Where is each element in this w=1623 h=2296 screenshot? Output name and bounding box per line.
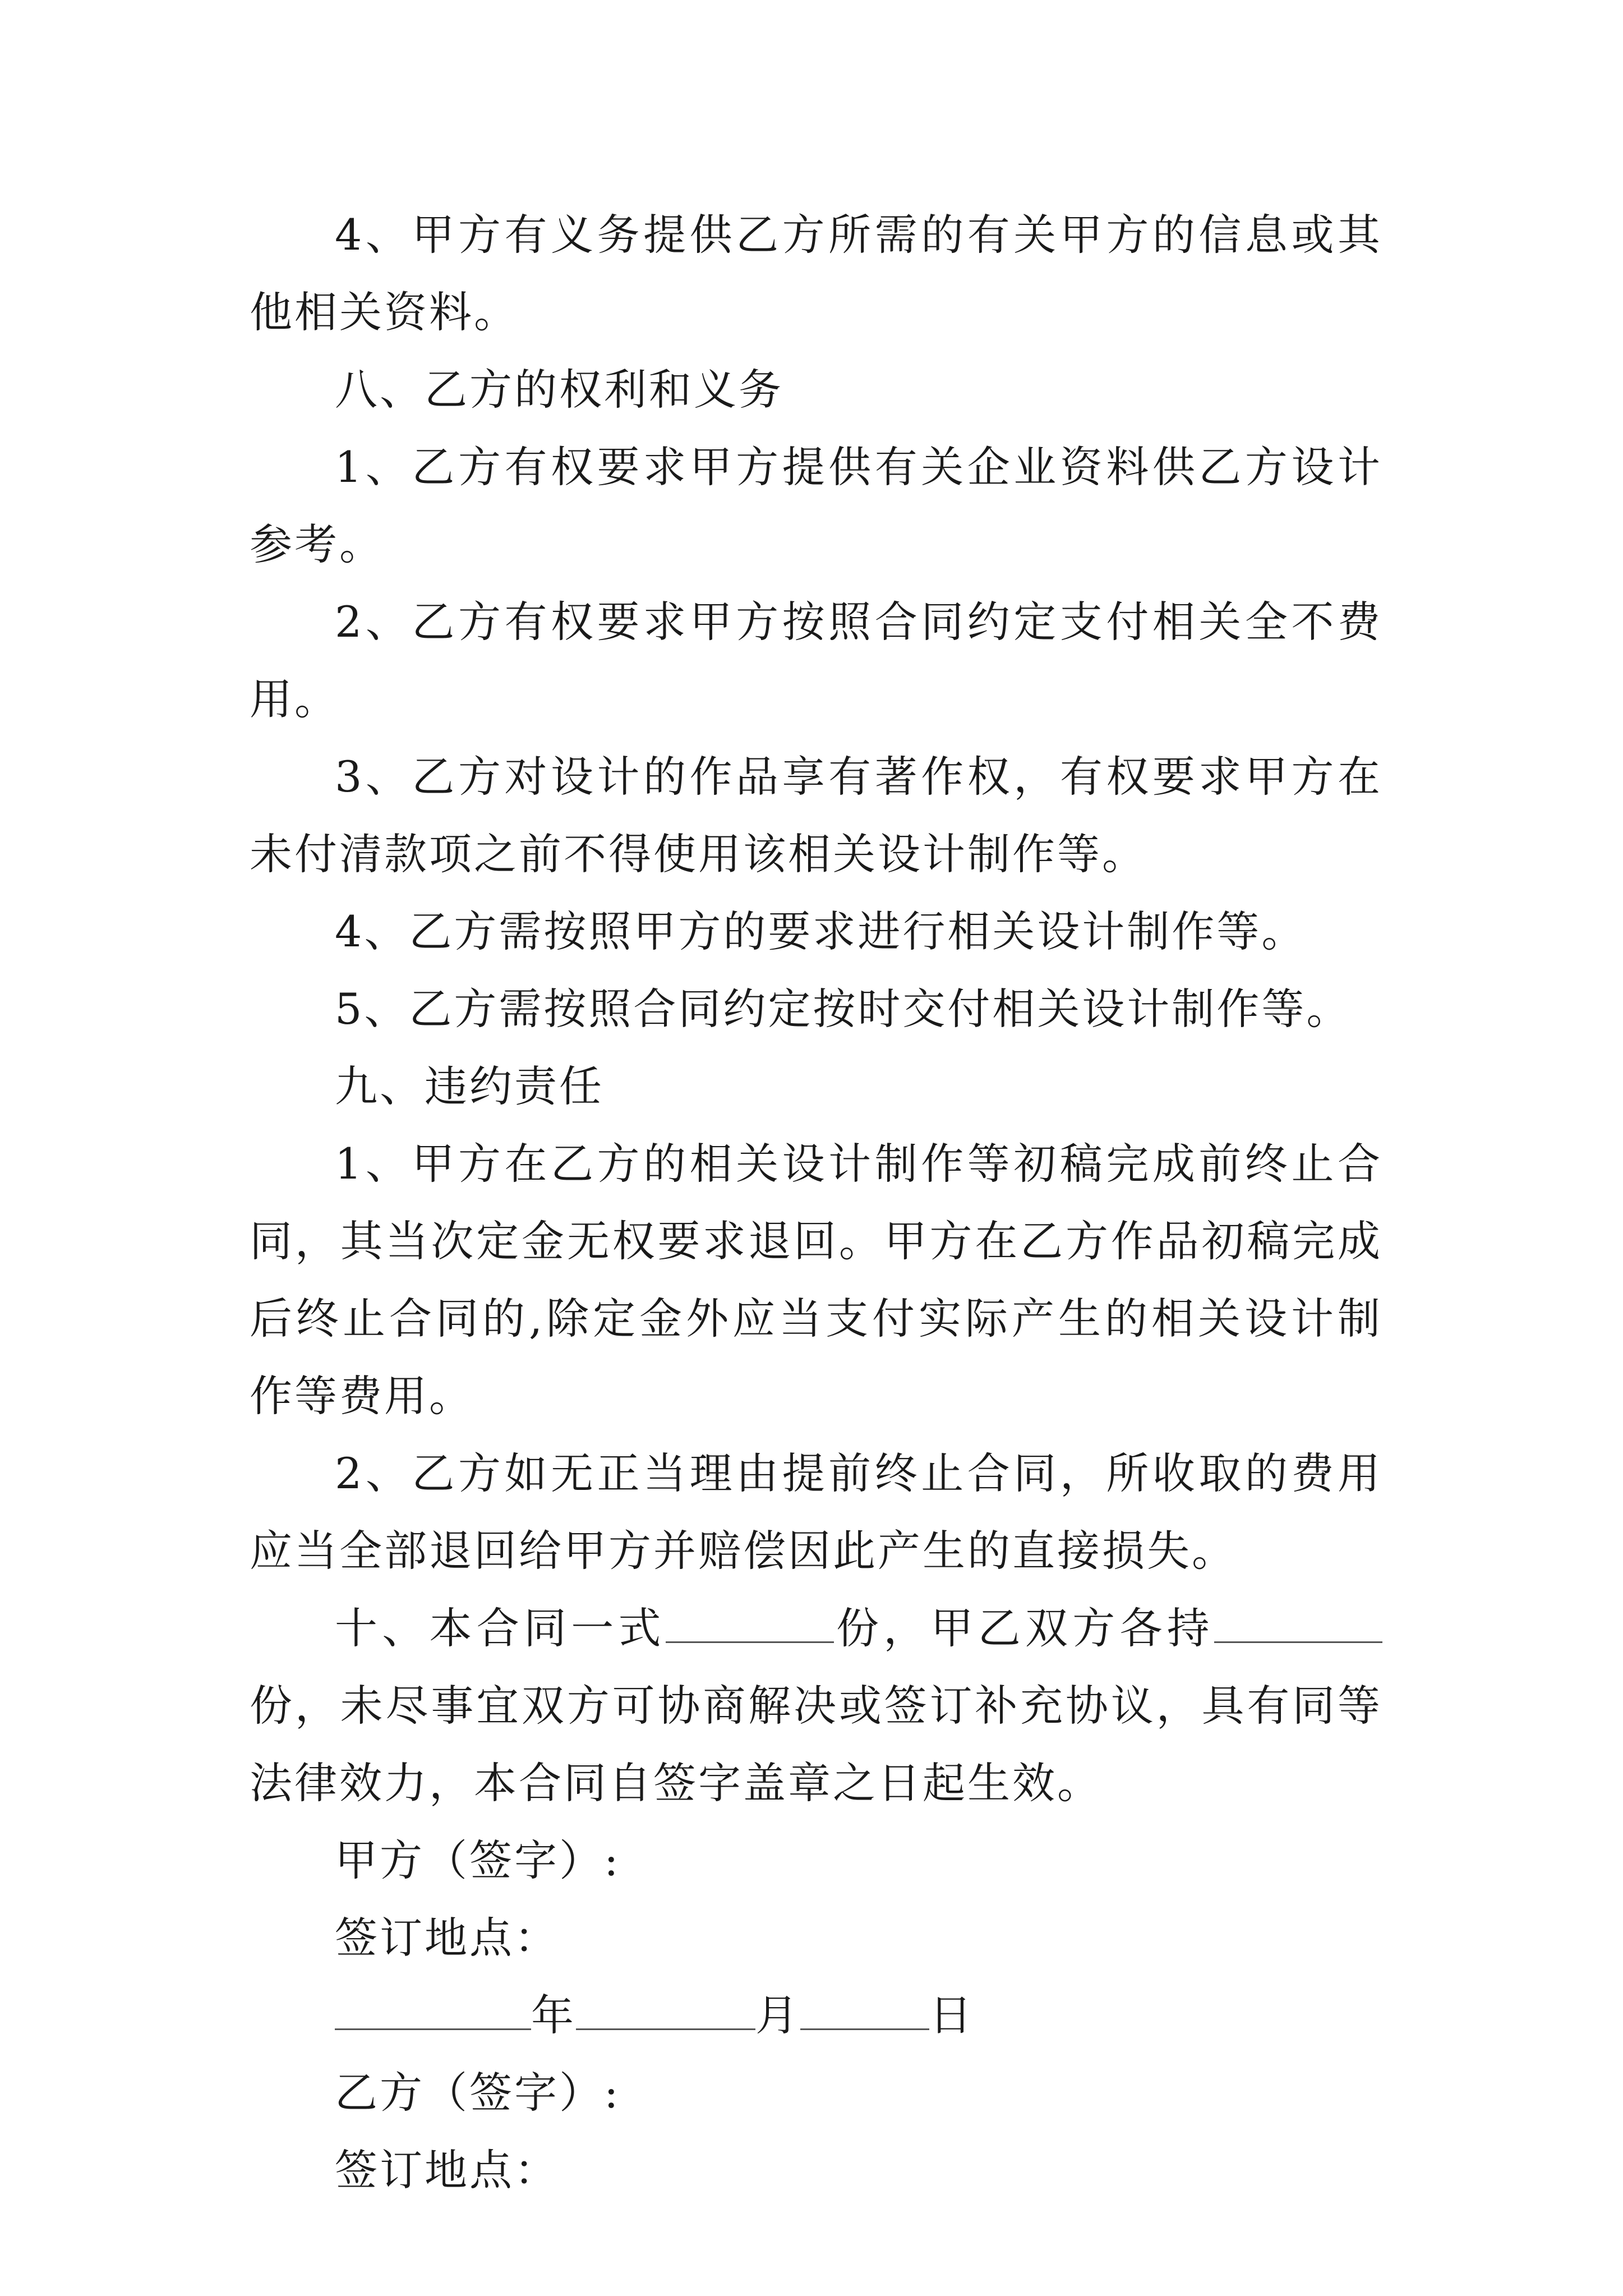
party-b-place-label: 签订地点： — [335, 2145, 559, 2195]
clause-8-item-4: 4、乙方需按照甲方的要求进行相关设计制作等。 — [335, 907, 1307, 956]
clause-8-item-3: 3、乙方对设计的作品享有著作权，有权要求甲方在未付清款项之前不得使用该相关设计制作等。 — [250, 752, 1382, 879]
clause-10-part2: 份，甲乙双方各持 — [833, 1603, 1214, 1653]
clause-10-part3: 份，未尽事宜双方可协商解决或签订补充协议，具有同等法律效力，本合同自签字盖章之日起生效。 — [250, 1681, 1382, 1808]
clause-7-item-4: 4、甲方有义务提供乙方所需的有关甲方的信息或其他相关资料。 — [250, 210, 1382, 337]
year-label: 年 — [531, 1990, 576, 2040]
day-blank — [800, 1989, 929, 2030]
party-a-signature-label: 甲方（签字）: — [335, 1835, 621, 1885]
clause-8-item-2: 2、乙方有权要求甲方按照合同约定支付相关全不费用。 — [250, 597, 1382, 724]
section-9-heading: 九、违约责任 — [335, 1061, 604, 1111]
copies-each-blank — [1214, 1602, 1382, 1643]
clause-10 — [250, 1590, 1382, 1822]
month-blank — [576, 1989, 755, 2030]
copies-total-blank — [666, 1602, 834, 1643]
clause-8-item-1: 1、乙方有权要求甲方提供有关企业资料供乙方设计参考。 — [250, 442, 1382, 569]
contract-body — [250, 196, 1382, 2209]
party-b-signature-label: 乙方（签字）: — [335, 2068, 621, 2118]
clause-10-part1: 十、本合同一式 — [335, 1603, 666, 1653]
section-8-heading: 八、乙方的权利和义务 — [335, 365, 783, 415]
month-label: 月 — [755, 1990, 800, 2040]
clause-9-item-1: 1、甲方在乙方的相关设计制作等初稿完成前终止合同，其当次定金无权要求退回。甲方在乙方作品初稿完成后终止合同的,除定金外应当支付实际产生的相关设计制作等费用。 — [250, 1139, 1382, 1421]
clause-8-item-5: 5、乙方需按照合同约定按时交付相关设计制作等。 — [335, 984, 1352, 1034]
day-label: 日 — [929, 1990, 974, 2040]
party-a-place-label: 签订地点： — [335, 1913, 559, 1963]
date-line — [250, 1977, 1382, 2054]
year-blank — [335, 1989, 531, 2030]
clause-9-item-2: 2、乙方如无正当理由提前终止合同，所收取的费用应当全部退回给甲方并赔偿因此产生的直接损失。 — [250, 1448, 1382, 1576]
